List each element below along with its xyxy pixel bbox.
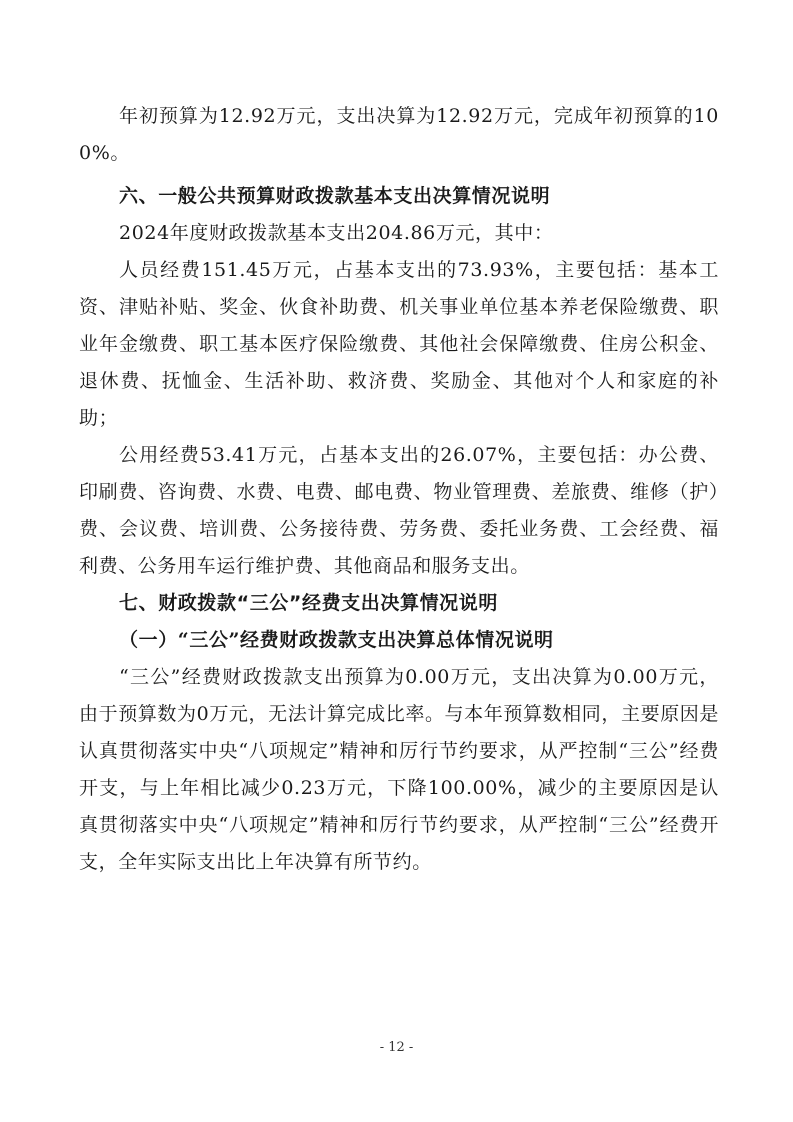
paragraph-budget-completion: 年初预算为12.92万元，支出决算为12.92万元，完成年初预算的100%。 bbox=[79, 105, 719, 164]
page-content bbox=[79, 98, 719, 881]
paragraph-public-expenses: 公用经费53.41万元，占基本支出的26.07%，主要包括：办公费、印刷费、咨询费、水费、电费、邮电费、物业管理费、差旅费、维修（护）费、会议费、培训费、公务接待费、劳务费、委托业务费、工会经费、福利费、公务用车运行维护费、其他商品和服务支出。 bbox=[79, 444, 719, 577]
subsection-heading-one: （一）“三公”经费财政拨款支出决算总体情况说明 bbox=[119, 629, 554, 651]
page-number: - 12 - bbox=[379, 1040, 414, 1055]
paragraph-basic-expenditure: 2024年度财政拨款基本支出204.86万元，其中： bbox=[119, 222, 554, 244]
section-heading-six: 六、一般公共预算财政拨款基本支出决算情况说明 bbox=[119, 185, 551, 207]
section-heading-seven: 七、财政拨款“三公”经费支出决算情况说明 bbox=[119, 592, 498, 614]
paragraph-personnel-expenses: 人员经费151.45万元，占基本支出的73.93%，主要包括：基本工资、津贴补贴、奖金、伙食补助费、机关事业单位基本养老保险缴费、职业年金缴费、职工基本医疗保险缴费、其他社会保障缴费、住房公积金、退休费、抚恤金、生活补助、救济费、奖励金、其他对个人和家庭的补助； bbox=[79, 259, 719, 429]
paragraph-three-public-expenses: “三公”经费财政拨款支出预算为0.00万元，支出决算为0.00万元，由于预算数为0万元，无法计算完成比率。与本年预算数相同，主要原因是认真贯彻落实中央“八项规定”精神和厉行节约要求，从严控制“三公”经费开支，与上年相比减少0.23万元，下降100.00%，减少的主要原因是认真贯彻落实中央“八项规定”精神和厉行节约要求，从严控制“三公”经费开支，全年实际支出比上年决算有所节约。 bbox=[79, 666, 719, 873]
